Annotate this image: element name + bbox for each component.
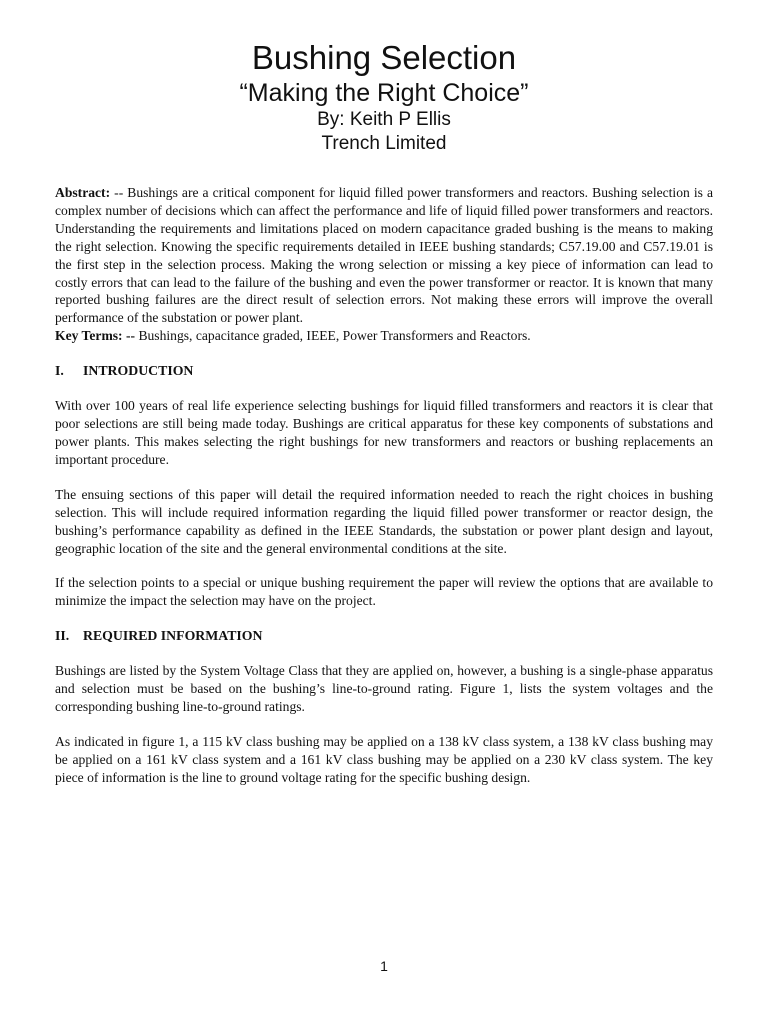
section-heading-introduction [55, 362, 713, 380]
section-title: INTRODUCTION [83, 363, 194, 379]
paragraph: If the selection points to a special or unique bushing requirement the paper will review the options that are available to minimize the impact the selection may have on the project. [55, 575, 713, 609]
paragraph: As indicated in figure 1, a 115 kV class bushing may be applied on a 138 kV class system, a 138 kV class bushing may be applied on a 161 kV class system and a 161 kV class bushing may be applied on a 230 kV class system. The key piece of information is the line to ground voltage rating for the specific bushing design. [55, 733, 713, 785]
paper-author: By: Keith P Ellis [317, 109, 451, 130]
page-number: 1 [380, 958, 388, 974]
abstract-text: -- Bushings are a critical component for liquid filled power transformers and reactors. Bushing selection is a complex number of decisions which can affect the performance and life of liquid filled power transformers and reactors. Understanding the requirements and limitations placed on modern capacitance graded bushing is the means to making the right selection. Knowing the specific requirements detailed in IEEE bushing standards; C57.19.00 and C57.19.01 is the first step in the selection process. Making the wrong selection or missing a key piece of information can lead to costly errors that can lead to the failure of the bushing and even the power transformer or reactor. It is known that many reported bushing failures are the direct result of selection errors. Not making these errors will improve the overall performance of the substation or power plant. [55, 185, 713, 326]
section-number: II. [55, 628, 70, 644]
paper-body [55, 184, 713, 787]
paper-title: Bushing Selection [251, 39, 517, 76]
section-title: REQUIRED INFORMATION [83, 628, 263, 644]
paragraph: With over 100 years of real life experience selecting bushings for liquid filled transformers and reactors it is clear that poor selections are still being made today. Bushings are critical apparatus for these key components of substations and power plants. This makes selecting the right bushings for new transformers and reactors or bushing replacements an important procedure. [55, 398, 713, 467]
abstract-label: Abstract: [55, 185, 111, 200]
key-terms-text: Bushings, capacitance graded, IEEE, Power Transformers and Reactors. [135, 328, 531, 344]
abstract-paragraph [55, 184, 713, 327]
paragraph: The ensuing sections of this paper will detail the required information needed to reach the right choices in bushing selection. This will include required information regarding the liquid filled power transformer or reactor design, the bushing’s performance capability as defined in the IEEE Standards, the substation or power plant design and layout, geographic location of the site and the general environmental conditions at the site. [55, 486, 713, 556]
paper-subtitle: “Making the Right Choice” [239, 79, 529, 107]
key-terms-paragraph [55, 327, 713, 345]
key-terms-label: Key Terms: -- [55, 328, 136, 344]
section-heading-required-information [55, 627, 713, 645]
paragraph: Bushings are listed by the System Voltage Class that they are applied on, however, a bushing is a single-phase apparatus and selection must be based on the bushing’s line-to-ground rating. Figure 1, lists the system voltages and the corresponding bushing line-to-ground ratings. [55, 663, 713, 715]
section-number: I. [55, 363, 64, 379]
paper-organization: Trench Limited [321, 133, 447, 154]
title-block [55, 38, 713, 156]
